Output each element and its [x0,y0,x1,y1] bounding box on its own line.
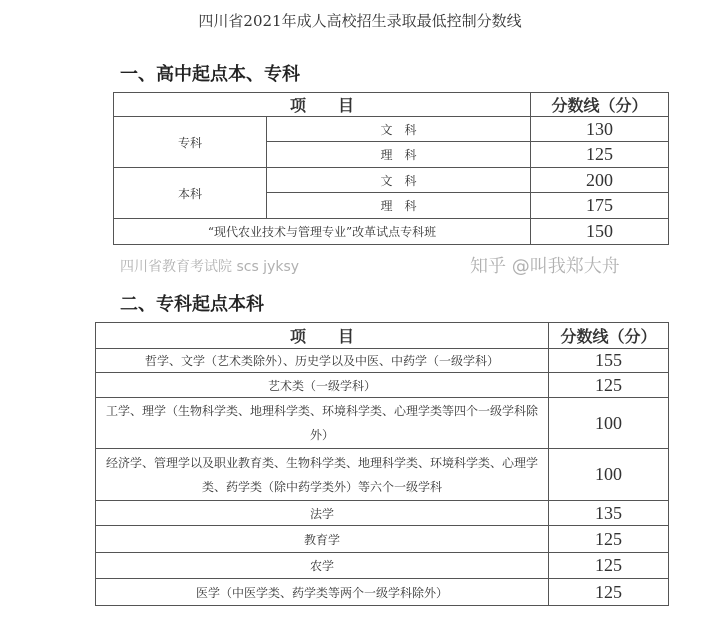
table-high-school-start [113,92,669,245]
table-row: 理 科 175 [114,193,669,219]
section1-heading: 一、高中起点本、专科 [120,64,300,85]
table-row: 农学 125 [96,553,669,579]
table-row: 哲学、文学（艺术类除外）、历史学以及中医、中药学（一级学科） 155 [96,349,669,373]
table-row: 艺术类（一级学科） 125 [96,373,669,398]
stamp-watermark: 四川省教育考试院 scs jyksy [120,259,300,275]
zhihu-watermark: 知乎 @叫我郑大舟 [470,256,620,277]
table-row: 理 科 125 [114,142,669,168]
header-item: 项 目 [114,93,531,117]
table-row: 本科 文 科 200 [114,168,669,193]
table-row: “现代农业技术与管理专业”改革试点专科班 150 [114,219,669,245]
section2-heading: 二、专科起点本科 [120,294,264,315]
document-title: 四川省2021年成人高校招生录取最低控制分数线 [198,12,522,30]
table-row: 工学、理学（生物科学类、地理科学类、环境科学类、心理学类等四个一级学科除外） 100 [96,398,669,449]
header-item: 项 目 [96,323,549,349]
table-row: 医学（中医学类、药学类等两个一级学科除外） 125 [96,579,669,606]
table-junior-college-start [95,322,669,606]
table-row: 专科 文 科 130 [114,117,669,142]
table-row: 法学 135 [96,501,669,526]
table-row: 经济学、管理学以及职业教育类、生物科学类、地理科学类、环境科学类、心理学类、药学类（除中药学类外）等六个一级学科 100 [96,449,669,501]
header-score: 分数线（分） [549,323,669,349]
table-row: 教育学 125 [96,526,669,553]
header-score: 分数线（分） [531,93,669,117]
